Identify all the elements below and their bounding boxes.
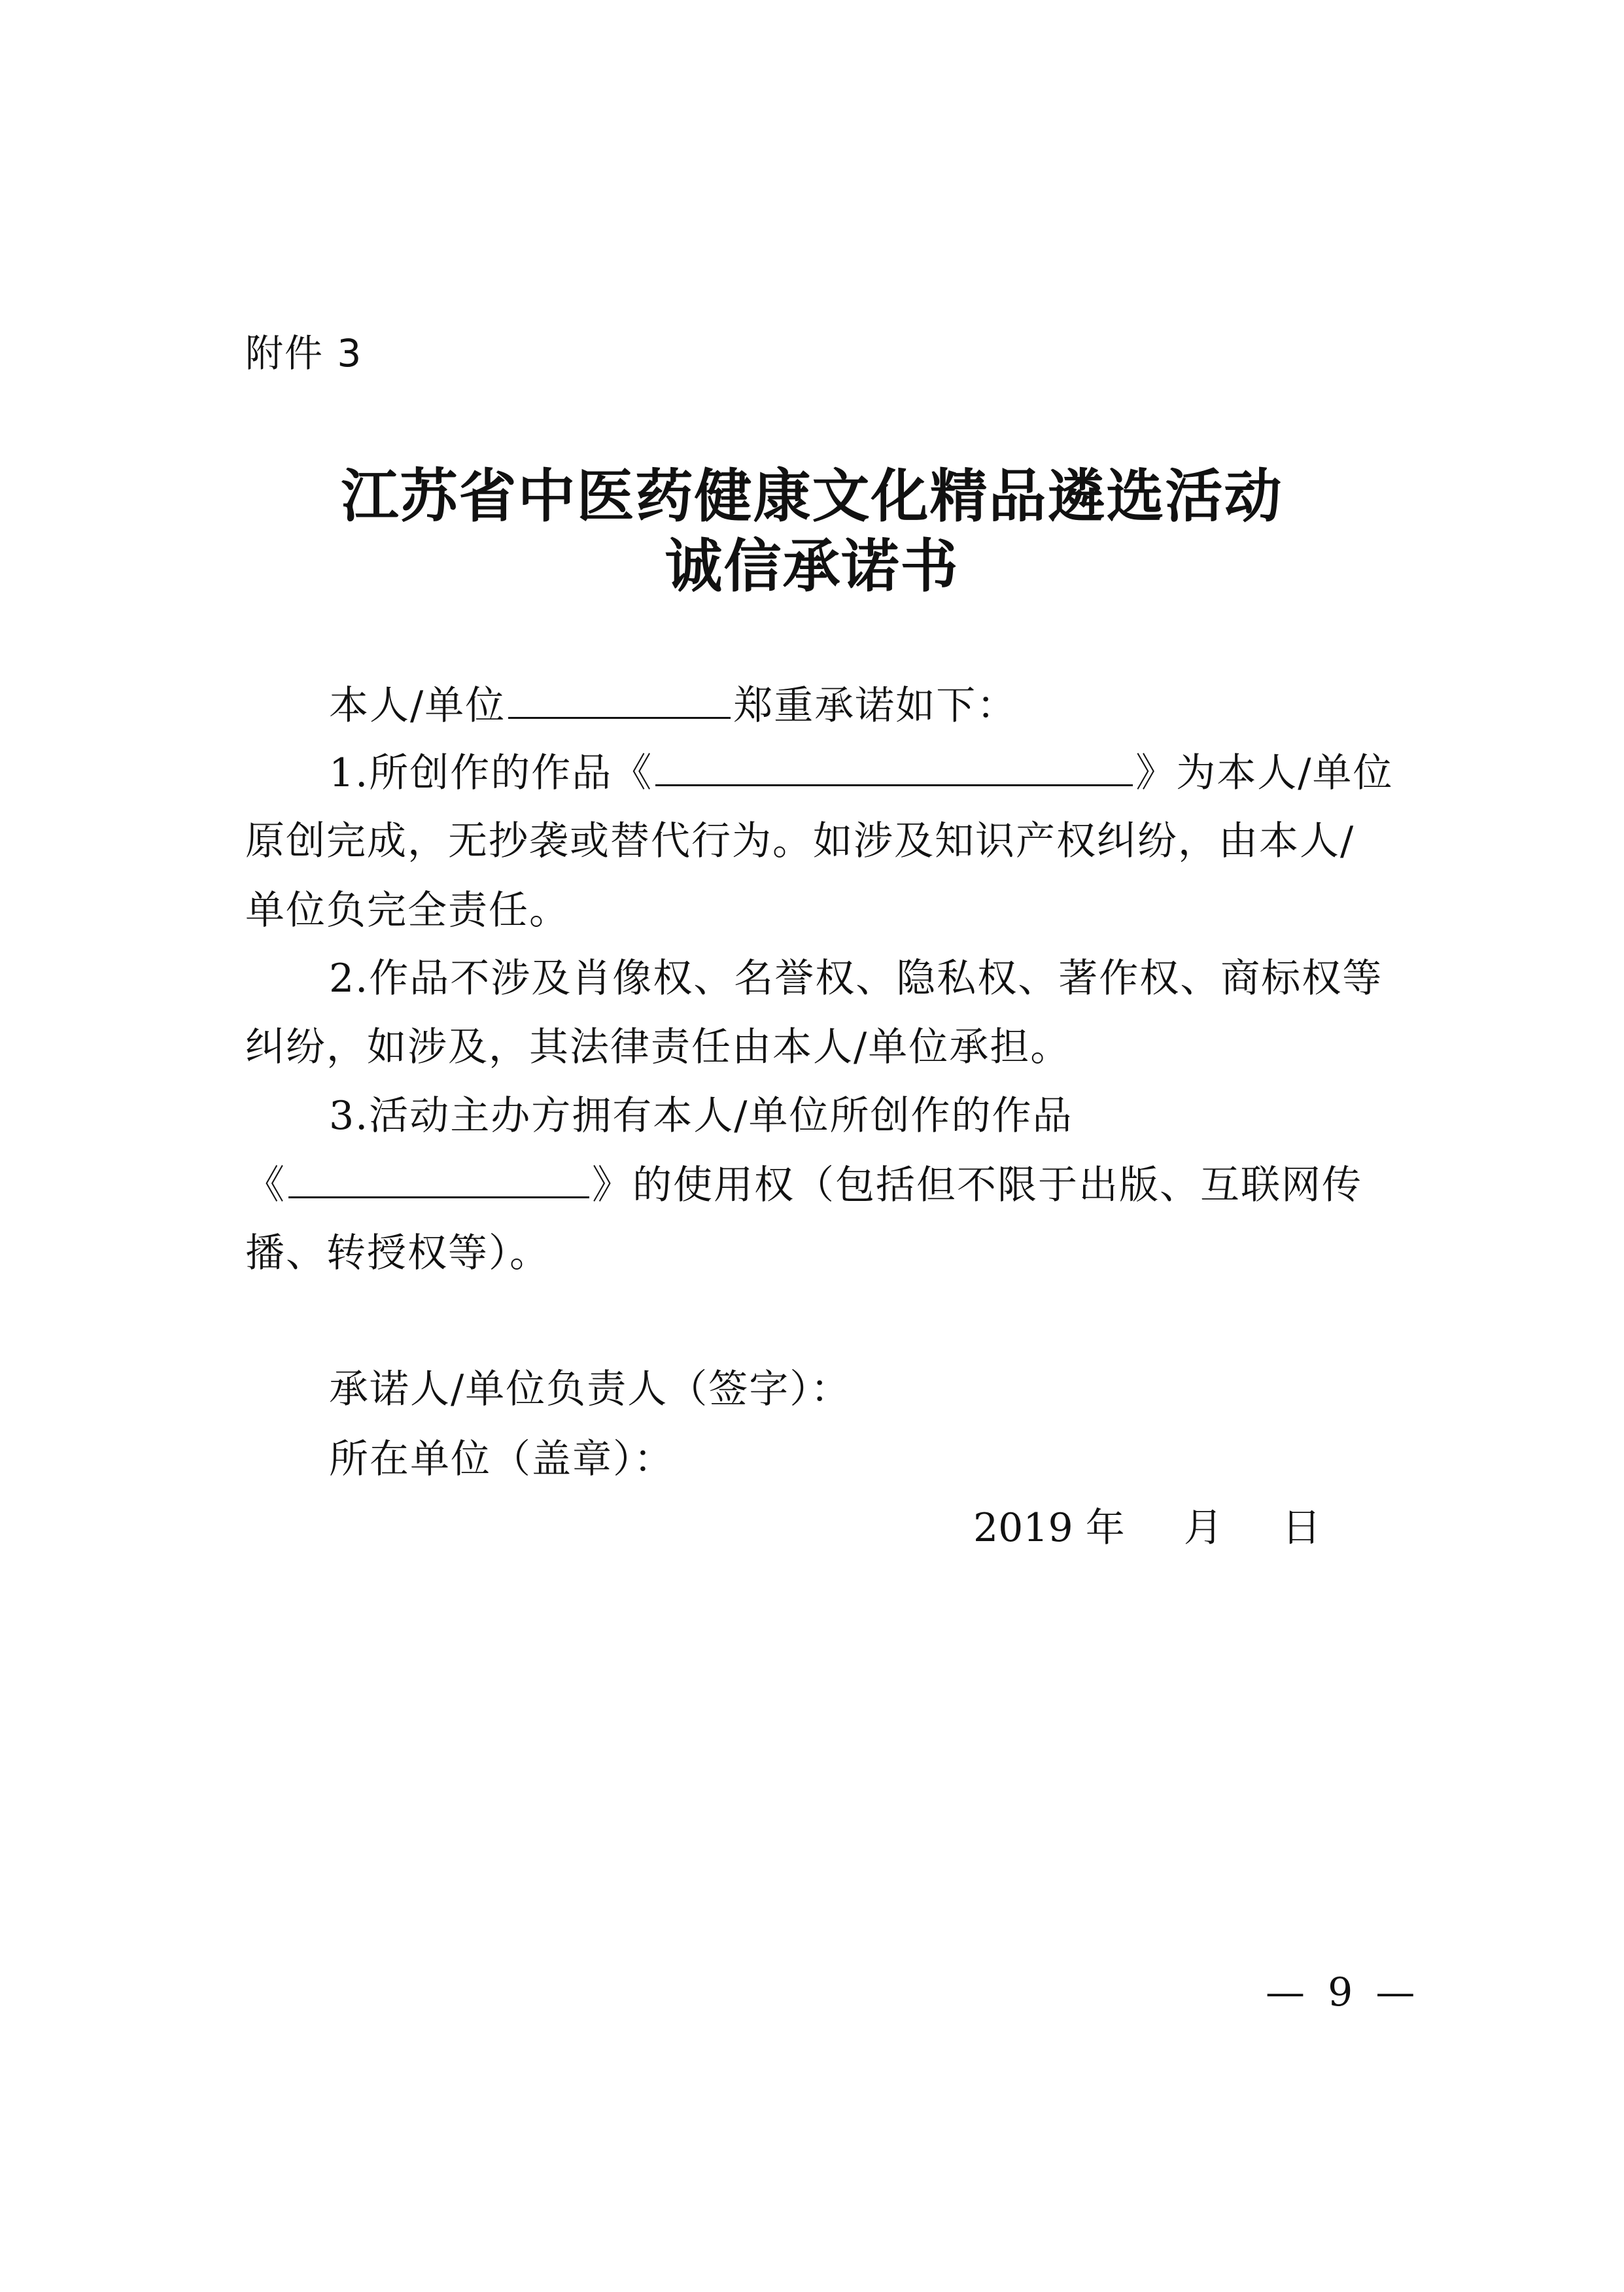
item3-line1: 3.活动主办方拥有本人/单位所创作的作品: [329, 1093, 1073, 1139]
intro-suffix: 郑重承诺如下：: [733, 683, 1018, 729]
intro-prefix: 本人/单位: [329, 683, 506, 729]
date-year: 2019 年: [973, 1505, 1125, 1551]
date-day: 日: [1281, 1505, 1321, 1551]
unit-name-blank[interactable]: [508, 682, 731, 719]
intro-line: [329, 682, 1017, 729]
date-line: [973, 1504, 1321, 1552]
item1-line2: 原创完成，无抄袭或替代行为。如涉及知识产权纠纷，由本人/: [245, 818, 1355, 864]
page-number: — 9 —: [1266, 1970, 1421, 2015]
unit-seal-label: 所在单位（盖章）：: [329, 1436, 674, 1482]
promisor-signature-label: 承诺人/单位负责人（签字）：: [329, 1366, 852, 1412]
document-title-line1: 江苏省中医药健康文化精品遴选活动: [341, 462, 1283, 530]
item1-suffix: 》为本人/单位: [1135, 750, 1394, 796]
item3-suffix: 》的使用权（包括但不限于出版、互联网传: [592, 1162, 1362, 1208]
item1-prefix: 1.所创作的作品《: [329, 750, 653, 796]
item1-line1: [329, 749, 1393, 797]
item3-prefix: 《: [245, 1162, 286, 1208]
item3-line2: [245, 1161, 1362, 1209]
item2-line2: 纠纷，如涉及，其法律责任由本人/单位承担。: [245, 1024, 1071, 1070]
item2-line1: 2.作品不涉及肖像权、名誉权、隐私权、著作权、商标权等: [329, 956, 1383, 1001]
attachment-label: 附件 3: [245, 331, 363, 375]
item1-line3: 单位负完全责任。: [245, 888, 570, 933]
work-title-blank-2[interactable]: [288, 1161, 589, 1198]
date-month: 月: [1183, 1505, 1223, 1551]
document-title-line2: 诚信承诺书: [665, 532, 959, 600]
item3-line3: 播、转授权等）。: [245, 1230, 550, 1276]
work-title-blank-1[interactable]: [655, 749, 1133, 786]
